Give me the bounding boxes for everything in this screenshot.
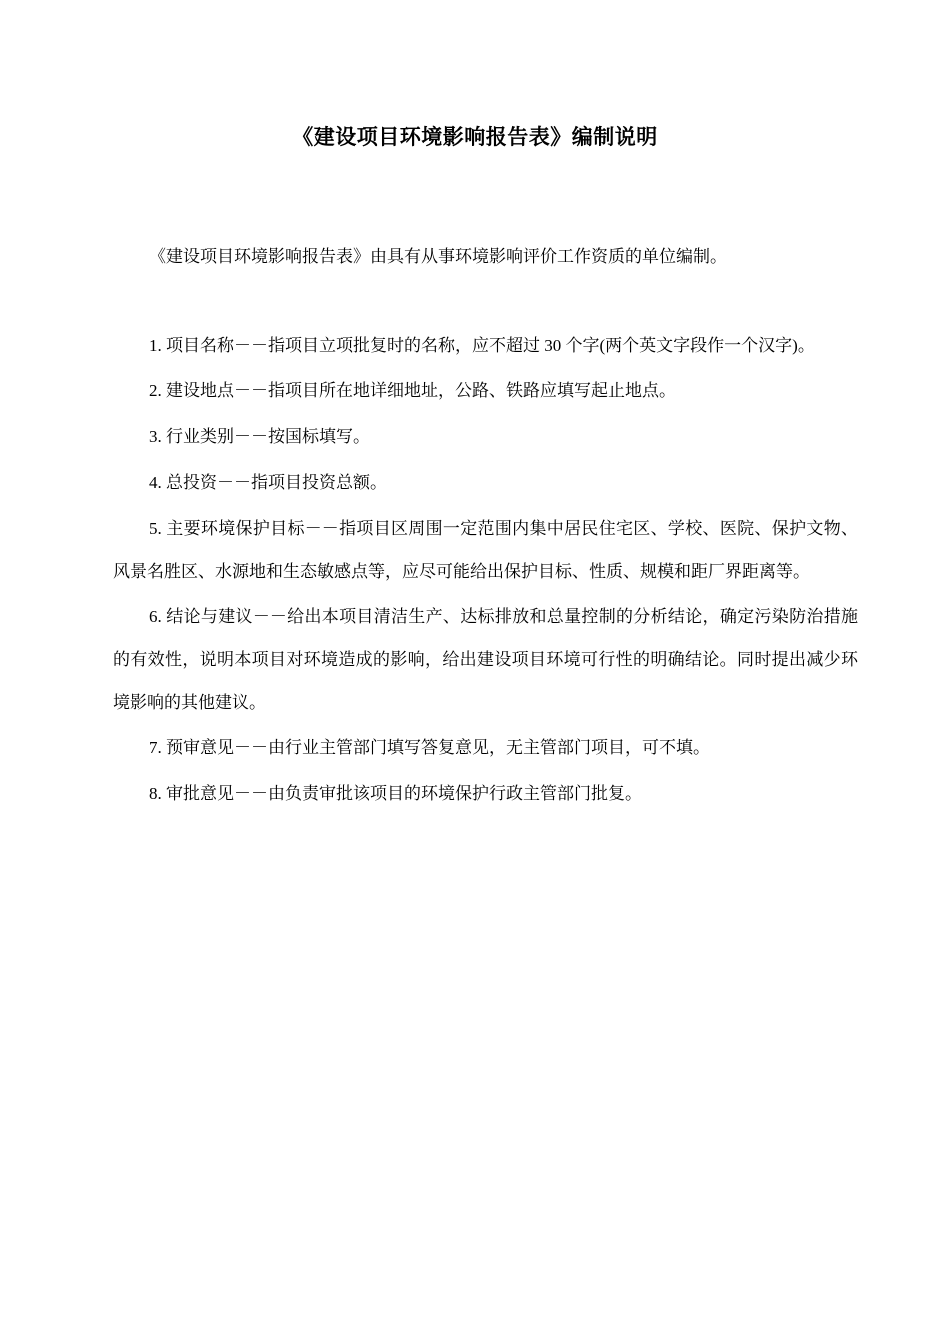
intro-paragraph: 《建设项目环境影响报告表》由具有从事环境影响评价工作资质的单位编制。 [149,247,727,266]
instruction-item-total-investment: 4. 总投资－－指项目投资总额。 [149,473,387,492]
instruction-item-project-name: 1. 项目名称－－指项目立项批复时的名称，应不超过 30 个字(两个英文字段作一个汉字)。 [149,336,815,355]
instruction-item-protection-targets: 5. 主要环境保护目标－－指项目区周围一定范围内集中居民住宅区、学校、医院、保护文物、风景名胜区、水源地和生态敏感点等，应尽可能给出保护目标、性质、规模和距厂界距离等。 [113,519,858,581]
instruction-item-approval: 8. 审批意见－－由负责审批该项目的环境保护行政主管部门批复。 [149,784,642,803]
instruction-item-pre-review: 7. 预审意见－－由行业主管部门填写答复意见，无主管部门项目，可不填。 [149,738,710,757]
instruction-item-industry-category: 3. 行业类别－－按国标填写。 [149,427,370,446]
document-title: 《建设项目环境影响报告表》编制说明 [292,125,658,149]
instruction-list [113,333,858,827]
instruction-item-conclusion: 6. 结论与建议－－给出本项目清洁生产、达标排放和总量控制的分析结论，确定污染防治措施的有效性，说明本项目对环境造成的影响，给出建设项目环境可行性的明确结论。同时提出减少环境影响的其他建议。 [113,607,858,712]
instruction-item-construction-site: 2. 建设地点－－指项目所在地详细地址，公路、铁路应填写起止地点。 [149,381,676,400]
